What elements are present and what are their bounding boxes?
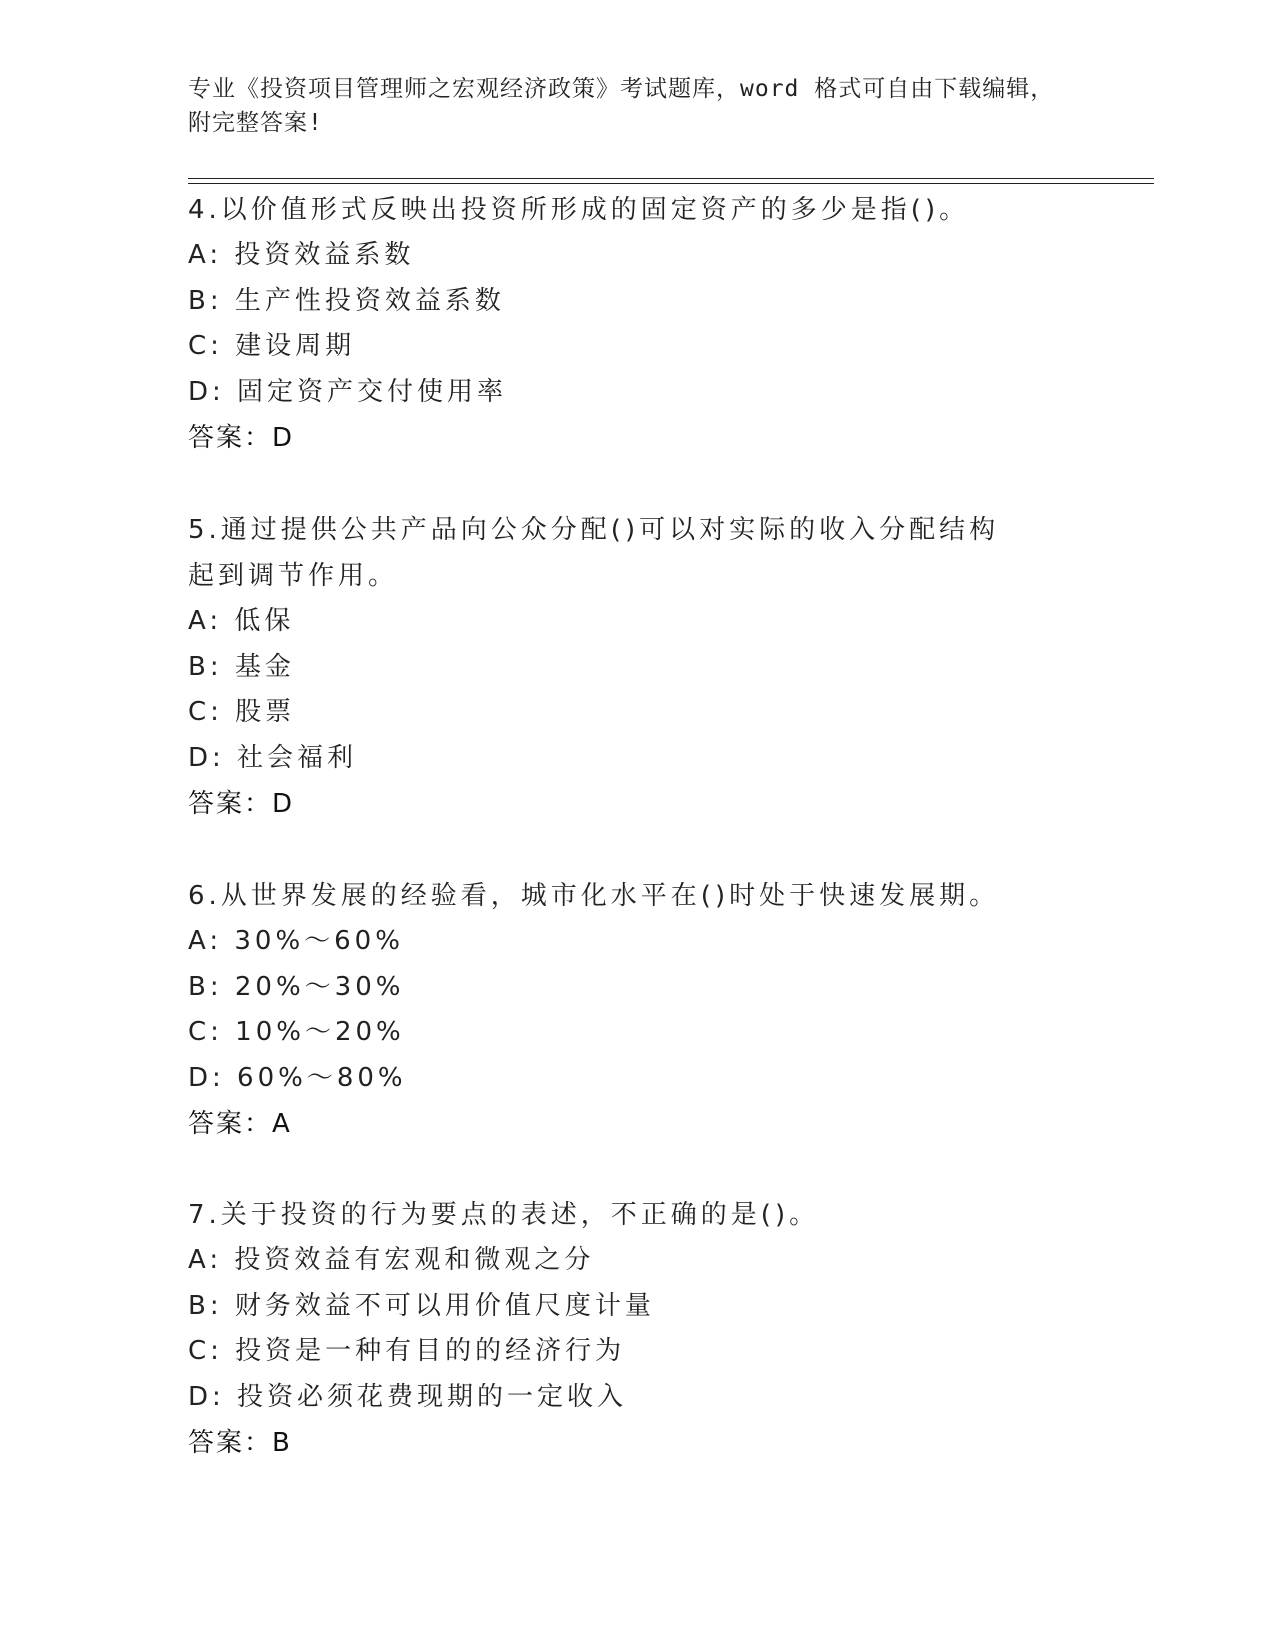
header-divider-top (188, 178, 1154, 179)
option-a: A: 投资效益有宏观和微观之分 (188, 1245, 595, 1275)
header-line-2: 附完整答案! (188, 110, 323, 136)
answer-line: 答案：D (188, 789, 295, 819)
option-d: D: 投资必须花费现期的一定收入 (188, 1381, 628, 1412)
header-divider-bottom (188, 183, 1154, 184)
option-c: C: 建设周期 (188, 331, 356, 361)
question-block (188, 1192, 1088, 1466)
option-b: B: 基金 (188, 651, 295, 682)
option-a: A: 30%～60% (188, 926, 404, 956)
question-stem: 4.以价值形式反映出投资所形成的固定资产的多少是指()。 (188, 195, 970, 225)
option-d: D: 60%～80% (188, 1062, 407, 1093)
option-d: D: 社会福利 (188, 742, 358, 773)
option-a: A: 投资效益系数 (188, 240, 415, 270)
answer-line: 答案：A (188, 1109, 292, 1139)
header-line-1: 专业《投资项目管理师之宏观经济政策》考试题库，word 格式可自由下载编辑， (188, 76, 1055, 102)
question-block (188, 873, 1088, 1147)
option-b: B: 生产性投资效益系数 (188, 285, 505, 316)
question-stem: 7.关于投资的行为要点的表述，不正确的是()。 (188, 1200, 820, 1230)
option-c: C: 10%～20% (188, 1017, 405, 1047)
document-header-note (188, 72, 1088, 140)
option-b: B: 20%～30% (188, 971, 405, 1002)
question-stem: 5.通过提供公共产品向公众分配()可以对实际的收入分配结构起到调节作用。 (188, 515, 1000, 591)
option-a: A: 低保 (188, 606, 295, 636)
answer-line: 答案：D (188, 423, 295, 453)
option-d: D: 固定资产交付使用率 (188, 376, 508, 407)
question-block (188, 187, 1088, 461)
option-c: C: 投资是一种有目的的经济行为 (188, 1336, 626, 1366)
question-stem: 6.从世界发展的经验看，城市化水平在()时处于快速发展期。 (188, 881, 1000, 911)
answer-line: 答案：B (188, 1428, 292, 1458)
question-block (188, 507, 1088, 827)
option-c: C: 股票 (188, 697, 296, 727)
option-b: B: 财务效益不可以用价值尺度计量 (188, 1290, 655, 1321)
